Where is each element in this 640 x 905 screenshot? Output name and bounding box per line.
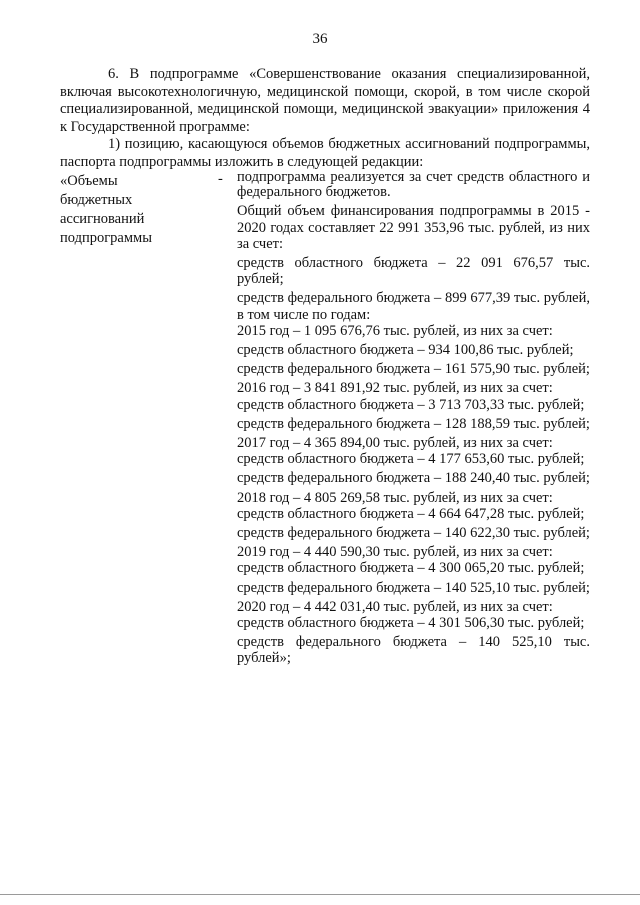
value-paragraph: средств федерального бюджета – 140 525,10 тыс. рублей; bbox=[237, 579, 590, 596]
value-paragraph: средств федерального бюджета – 128 188,59 тыс. рублей; bbox=[237, 415, 590, 432]
separator-dash: - bbox=[218, 171, 223, 187]
value-paragraph: средств областного бюджета – 4 177 653,60 тыс. рублей; bbox=[237, 451, 585, 468]
year-line: 2019 год – 4 440 590,30 тыс. рублей, из них за счет: bbox=[237, 544, 553, 561]
page-number: 36 bbox=[312, 31, 328, 47]
amendment-paragraph: 6. В подпрограмме «Совершенствование оказания специализированной, включая высокотехнологичную, медицинской помощи, скорой, в том числе скорой специализированной, медицинской помощи, медицинской эвакуации» приложения 4 к Государственной программе: bbox=[60, 66, 590, 135]
year-line: 2020 год – 4 442 031,40 тыс. рублей, из них за счет: bbox=[237, 598, 553, 615]
year-line: 2015 год – 1 095 676,76 тыс. рублей, из них за счет: bbox=[237, 322, 553, 339]
value-paragraph: средств областного бюджета – 3 713 703,33 тыс. рублей; bbox=[237, 396, 585, 413]
value-paragraph: Общий объем финансирования подпрограммы в 2015 - 2020 годах составляет 22 991 353,96 тыс. рублей, из них за счет: bbox=[237, 203, 590, 252]
value-paragraph: средств федерального бюджета – 188 240,40 тыс. рублей; bbox=[237, 470, 590, 487]
label-line: «Объемы bbox=[60, 173, 118, 189]
value-paragraph: средств областного бюджета – 22 091 676,57 тыс. рублей; bbox=[237, 255, 590, 288]
value-paragraph: средств федерального бюджета – 140 622,30 тыс. рублей; bbox=[237, 525, 590, 542]
value-paragraph: средств областного бюджета – 4 664 647,28 тыс. рублей; bbox=[237, 505, 585, 522]
scan-edge-line bbox=[0, 894, 640, 895]
value-paragraph: подпрограмма реализуется за счет средств областного и федерального бюджетов. bbox=[237, 169, 590, 201]
intro-block bbox=[60, 66, 590, 172]
label-line: бюджетных bbox=[60, 192, 133, 208]
value-paragraph: средств федерального бюджета – 899 677,39 тыс. рублей, в том числе по годам: bbox=[237, 290, 590, 323]
year-line: 2016 год – 3 841 891,92 тыс. рублей, из них за счет: bbox=[237, 380, 553, 397]
value-paragraph: средств федерального бюджета – 161 575,90 тыс. рублей; bbox=[237, 361, 590, 378]
value-paragraph: средств областного бюджета – 934 100,86 тыс. рублей; bbox=[237, 342, 574, 359]
passport-label bbox=[60, 172, 215, 248]
passport-value bbox=[237, 170, 590, 667]
amendment-item: 1) позицию, касающуюся объемов бюджетных ассигнований подпрограммы, паспорта подпрограммы изложить в следующей редакции: bbox=[60, 136, 590, 170]
label-line: подпрограммы bbox=[60, 230, 152, 246]
value-paragraph: средств федерального бюджета – 140 525,10 тыс. рублей»; bbox=[237, 634, 590, 667]
year-line: 2018 год – 4 805 269,58 тыс. рублей, из них за счет: bbox=[237, 489, 553, 506]
year-line: 2017 год – 4 365 894,00 тыс. рублей, из них за счет: bbox=[237, 435, 553, 452]
value-paragraph: средств областного бюджета – 4 301 506,30 тыс. рублей; bbox=[237, 615, 585, 632]
label-line: ассигнований bbox=[60, 211, 145, 227]
value-paragraph: средств областного бюджета – 4 300 065,20 тыс. рублей; bbox=[237, 560, 585, 577]
